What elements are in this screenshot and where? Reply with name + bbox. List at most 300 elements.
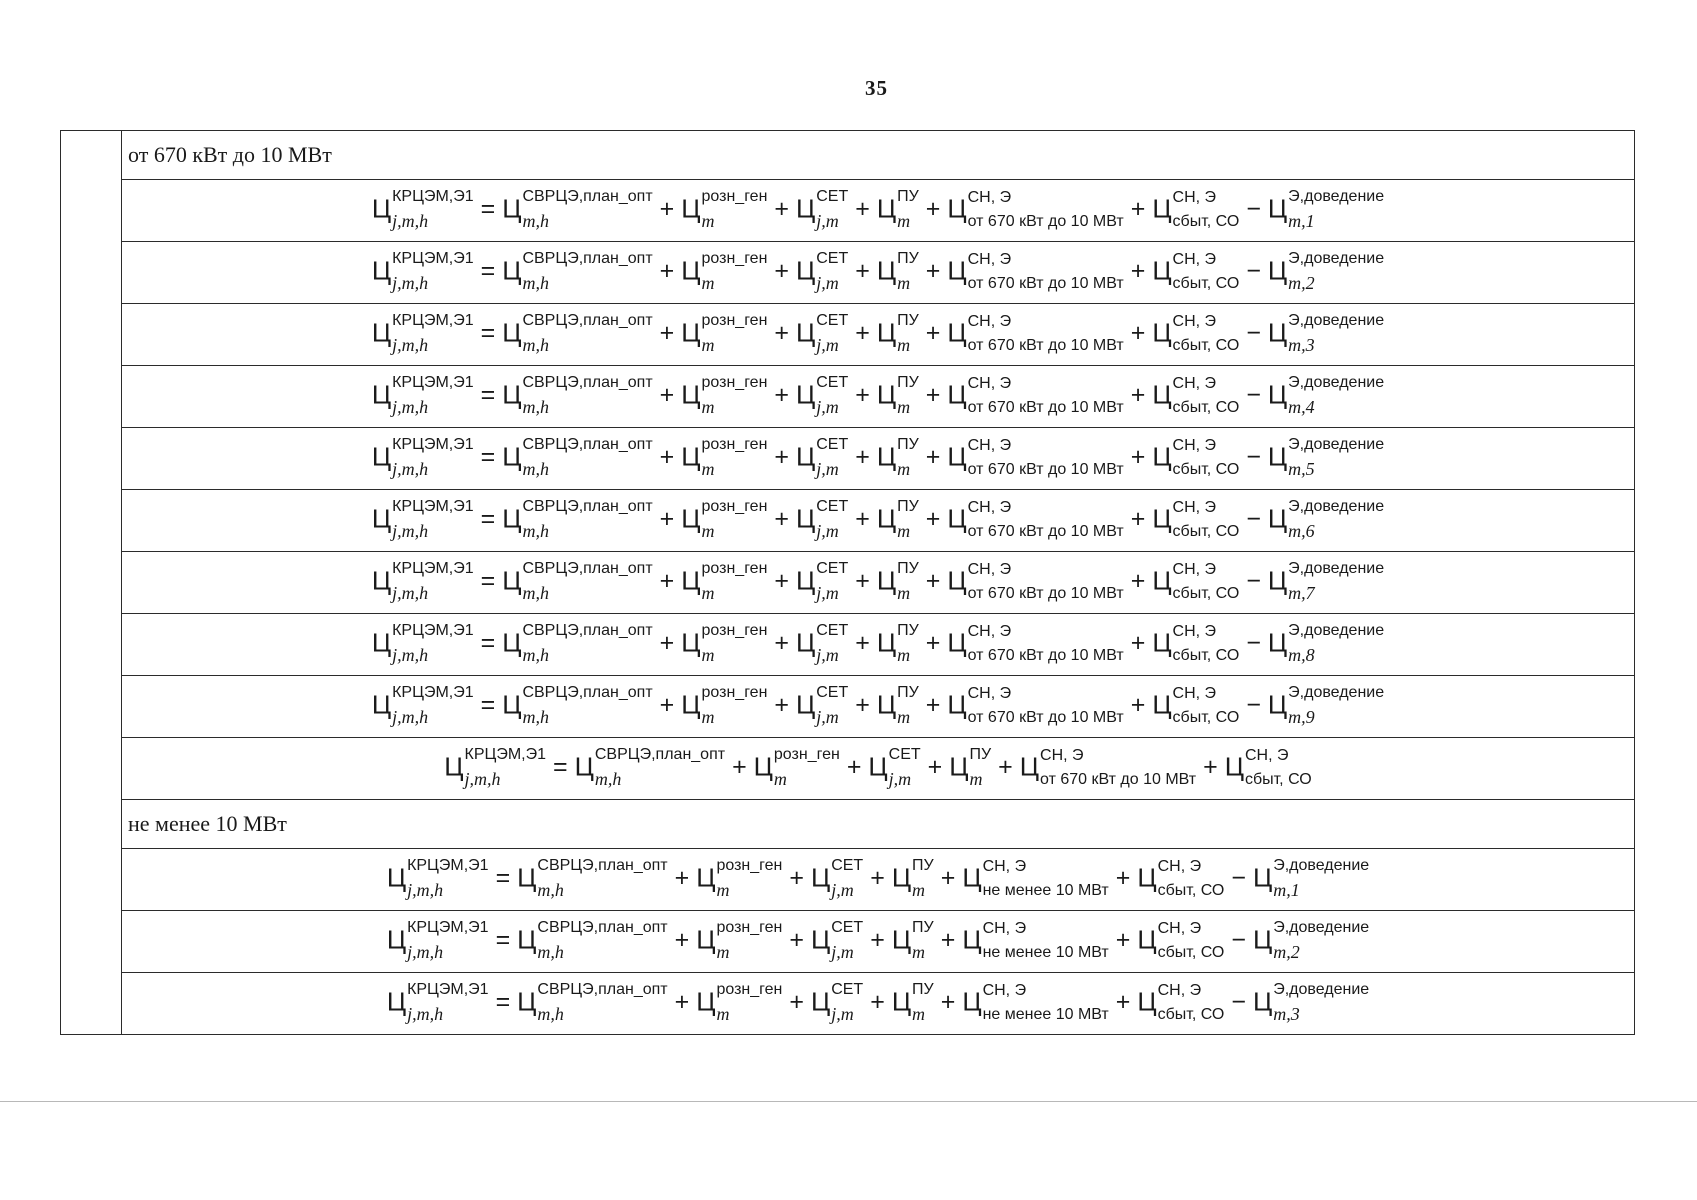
term-indices — [897, 559, 919, 604]
term-indices — [392, 311, 474, 356]
term-indices — [537, 980, 668, 1025]
term-indices — [897, 311, 919, 356]
price-symbol: Ц — [696, 924, 716, 955]
price-symbol: Ц — [947, 193, 967, 224]
formula-operator: + — [870, 988, 885, 1017]
price-term — [1267, 497, 1385, 542]
term-superscript: СВРЦЭ,план_опт — [594, 745, 726, 763]
term-superscript: СН, Э — [1172, 684, 1217, 702]
term-indices — [967, 622, 1124, 664]
term-indices — [816, 373, 849, 418]
price-symbol: Ц — [868, 751, 888, 782]
formula-operator: + — [674, 926, 690, 955]
term-indices — [392, 621, 474, 666]
price-term — [681, 559, 768, 604]
price-symbol: Ц — [371, 193, 392, 224]
term-subscript: m — [897, 645, 911, 666]
term-indices — [1172, 250, 1240, 292]
price-term — [681, 187, 768, 232]
term-subscript: m — [716, 1004, 730, 1025]
term-subscript: m — [897, 335, 911, 356]
term-indices — [897, 373, 919, 418]
term-superscript: КРЦЭМ,Э1 — [392, 497, 474, 515]
term-superscript: СН, Э — [967, 250, 1012, 268]
formula-operator: − — [1246, 505, 1261, 534]
price-symbol: Ц — [1137, 862, 1157, 893]
term-indices — [1172, 312, 1240, 354]
price-term — [386, 918, 489, 963]
term-superscript: ПУ — [897, 187, 919, 205]
term-indices — [701, 683, 768, 728]
formula-operator: + — [789, 988, 804, 1017]
price-symbol: Ц — [796, 193, 816, 224]
term-subscript: m,h — [522, 707, 549, 728]
term-subscript: сбыт, СО — [1244, 770, 1312, 788]
term-superscript: Э,доведение — [1273, 856, 1370, 874]
term-subscript: сбыт, СО — [1157, 1005, 1225, 1023]
price-term — [574, 745, 726, 790]
term-superscript: ПУ — [897, 621, 919, 639]
price-symbol: Ц — [891, 924, 912, 955]
price-symbol: Ц — [502, 193, 522, 224]
term-indices — [982, 981, 1109, 1023]
term-superscript: розн_ген — [701, 683, 768, 701]
term-superscript: ПУ — [912, 856, 934, 874]
price-symbol: Ц — [796, 689, 816, 720]
term-superscript: розн_ген — [716, 980, 783, 998]
formula-cell — [122, 428, 1635, 490]
price-symbol: Ц — [1137, 924, 1157, 955]
term-indices — [912, 918, 934, 963]
term-superscript: Э,доведение — [1288, 187, 1385, 205]
term-subscript: m — [701, 459, 715, 480]
price-symbol: Ц — [1267, 441, 1288, 472]
formula-operator: = — [495, 988, 511, 1017]
term-superscript: СЕТ — [831, 918, 864, 936]
formula-operator: + — [789, 926, 804, 955]
formula-operator: + — [774, 319, 790, 348]
price-term — [810, 918, 864, 963]
price-symbol: Ц — [371, 317, 392, 348]
term-superscript: КРЦЭМ,Э1 — [464, 745, 547, 763]
price-symbol: Ц — [947, 255, 967, 286]
formula-operator: + — [774, 381, 790, 410]
formula-row — [61, 911, 1635, 973]
price-symbol: Ц — [796, 317, 816, 348]
formula-cell — [122, 973, 1635, 1035]
price-term — [1152, 498, 1240, 540]
term-superscript: СН, Э — [1172, 498, 1217, 516]
term-subscript: от 670 кВт до 10 МВт — [967, 212, 1124, 230]
price-symbol: Ц — [502, 441, 522, 472]
formula-operator: + — [789, 864, 804, 893]
term-subscript: j,m — [831, 1004, 854, 1025]
term-indices — [522, 311, 653, 356]
price-term — [502, 187, 653, 232]
term-subscript: j,m — [816, 707, 839, 728]
term-subscript: m,2 — [1273, 942, 1300, 963]
formula-operator: + — [774, 195, 790, 224]
price-term — [1137, 981, 1225, 1023]
term-superscript: СН, Э — [967, 312, 1012, 330]
price-term — [1152, 560, 1240, 602]
term-subscript: m — [897, 273, 911, 294]
formula-operator: − — [1246, 567, 1261, 596]
price-symbol: Ц — [796, 379, 816, 410]
term-subscript: j,m — [816, 645, 839, 666]
price-term — [696, 918, 783, 963]
formula-operator: − — [1246, 443, 1261, 472]
term-superscript: СН, Э — [982, 857, 1027, 875]
price-term — [517, 856, 668, 901]
formula-operator: − — [1246, 629, 1261, 658]
formula-operator: − — [1246, 691, 1261, 720]
term-subscript: j,m — [816, 211, 839, 232]
term-indices — [392, 249, 474, 294]
formula-operator: + — [674, 988, 690, 1017]
price-term — [810, 856, 864, 901]
formula-operator: + — [1130, 629, 1146, 658]
formula-operator: + — [925, 629, 941, 658]
formula-operator: + — [659, 257, 675, 286]
term-indices — [701, 497, 768, 542]
term-superscript: СЕТ — [816, 621, 849, 639]
term-superscript: ПУ — [912, 918, 934, 936]
term-superscript: СВРЦЭ,план_опт — [537, 856, 668, 874]
price-symbol: Ц — [681, 441, 701, 472]
term-indices — [897, 683, 919, 728]
price-symbol: Ц — [876, 565, 897, 596]
price-term — [1252, 918, 1370, 963]
price-symbol: Ц — [681, 255, 701, 286]
term-indices — [537, 856, 668, 901]
price-symbol: Ц — [810, 924, 831, 955]
term-subscript: j,m,h — [464, 769, 501, 790]
price-term — [1267, 683, 1385, 728]
price-symbol: Ц — [696, 986, 716, 1017]
term-indices — [701, 311, 768, 356]
term-superscript: розн_ген — [701, 249, 768, 267]
price-term — [876, 621, 919, 666]
price-symbol: Ц — [1267, 379, 1288, 410]
formula-row — [61, 552, 1635, 614]
formula-row — [61, 366, 1635, 428]
price-term — [371, 559, 474, 604]
formula-operator: + — [925, 381, 941, 410]
term-subscript: m — [897, 397, 911, 418]
price-symbol: Ц — [1252, 862, 1273, 893]
formula-table-body — [61, 131, 1635, 1035]
term-superscript: розн_ген — [701, 311, 768, 329]
term-subscript: от 670 кВт до 10 МВт — [1040, 770, 1197, 788]
term-superscript: розн_ген — [773, 745, 840, 763]
term-indices — [1172, 622, 1240, 664]
term-superscript: СВРЦЭ,план_опт — [522, 249, 653, 267]
formula-operator: = — [480, 629, 496, 658]
term-indices — [1172, 436, 1240, 478]
term-indices — [816, 683, 849, 728]
term-subscript: m — [701, 211, 715, 232]
price-term — [796, 249, 849, 294]
page-bottom-divider — [0, 1101, 1697, 1102]
term-subscript: j,m — [888, 769, 912, 790]
formula-operator: + — [855, 195, 870, 224]
formula-operator: − — [1246, 381, 1261, 410]
price-term — [502, 249, 653, 294]
price-term — [1267, 435, 1385, 480]
term-subscript: не менее 10 МВт — [982, 881, 1109, 899]
term-subscript: от 670 кВт до 10 МВт — [967, 274, 1124, 292]
price-term — [1152, 436, 1240, 478]
term-subscript: j,m — [816, 397, 839, 418]
term-superscript: КРЦЭМ,Э1 — [392, 559, 474, 577]
term-indices — [912, 980, 934, 1025]
price-symbol: Ц — [1267, 627, 1288, 658]
formula-cell — [122, 676, 1635, 738]
term-subscript: m — [912, 1004, 926, 1025]
price-term — [947, 436, 1124, 478]
formula-operator: = — [495, 864, 511, 893]
term-superscript: КРЦЭМ,Э1 — [392, 683, 474, 701]
term-indices — [831, 980, 864, 1025]
term-superscript: КРЦЭМ,Э1 — [392, 249, 474, 267]
price-term — [947, 560, 1124, 602]
price-term — [444, 745, 547, 790]
formula-operator: + — [1130, 691, 1146, 720]
price-term — [1152, 622, 1240, 664]
price-symbol: Ц — [810, 986, 831, 1017]
price-term — [947, 188, 1124, 230]
price-term — [796, 621, 849, 666]
price-symbol: Ц — [386, 986, 407, 1017]
formula — [371, 373, 1385, 418]
term-subscript: m,h — [522, 273, 549, 294]
price-term — [517, 980, 668, 1025]
term-superscript: СН, Э — [1172, 312, 1217, 330]
formula-operator: + — [774, 691, 790, 720]
term-superscript: Э,доведение — [1288, 373, 1385, 391]
term-subscript: от 670 кВт до 10 МВт — [967, 522, 1124, 540]
formula-row — [61, 304, 1635, 366]
price-term — [947, 622, 1124, 664]
formula-row — [61, 428, 1635, 490]
price-term — [1267, 559, 1385, 604]
term-superscript: СН, Э — [982, 981, 1027, 999]
price-symbol: Ц — [796, 503, 816, 534]
price-symbol: Ц — [371, 255, 392, 286]
term-superscript: КРЦЭМ,Э1 — [392, 621, 474, 639]
price-symbol: Ц — [891, 986, 912, 1017]
term-subscript: m,h — [522, 335, 549, 356]
term-superscript: розн_ген — [701, 435, 768, 453]
term-indices — [967, 436, 1124, 478]
term-subscript: сбыт, СО — [1157, 943, 1225, 961]
term-subscript: m — [912, 880, 926, 901]
price-term — [1267, 187, 1385, 232]
formula-operator: + — [659, 195, 675, 224]
term-subscript: j,m,h — [407, 1004, 444, 1025]
price-term — [868, 745, 921, 790]
term-superscript: Э,доведение — [1273, 918, 1370, 936]
term-superscript: розн_ген — [701, 187, 768, 205]
price-symbol: Ц — [444, 751, 464, 782]
term-superscript: ПУ — [897, 249, 919, 267]
formula-operator: = — [480, 505, 496, 534]
term-subscript: m,3 — [1273, 1004, 1300, 1025]
term-subscript: j,m,h — [392, 335, 429, 356]
formula-operator: + — [1130, 381, 1146, 410]
price-symbol: Ц — [502, 379, 522, 410]
price-term — [876, 559, 919, 604]
price-symbol: Ц — [517, 862, 537, 893]
term-indices — [701, 249, 768, 294]
formula-operator: + — [1115, 926, 1131, 955]
term-subscript: m — [897, 707, 911, 728]
term-indices — [897, 187, 919, 232]
term-indices — [537, 918, 668, 963]
price-symbol: Ц — [947, 441, 967, 472]
term-superscript: КРЦЭМ,Э1 — [407, 918, 489, 936]
term-indices — [1172, 684, 1240, 726]
term-indices — [407, 918, 489, 963]
price-term — [947, 250, 1124, 292]
term-indices — [407, 856, 489, 901]
formula-operator: + — [659, 319, 675, 348]
term-superscript: СВРЦЭ,план_опт — [522, 311, 653, 329]
price-term — [371, 249, 474, 294]
price-symbol: Ц — [947, 317, 967, 348]
term-subscript: от 670 кВт до 10 МВт — [967, 708, 1124, 726]
price-symbol: Ц — [681, 503, 701, 534]
formula — [371, 559, 1385, 604]
formula-operator: = — [480, 381, 496, 410]
term-indices — [522, 435, 653, 480]
price-term — [1267, 373, 1385, 418]
term-superscript: КРЦЭМ,Э1 — [392, 311, 474, 329]
price-term — [681, 311, 768, 356]
formula-operator: + — [659, 381, 675, 410]
term-subscript: m — [701, 521, 715, 542]
term-indices — [392, 187, 474, 232]
price-symbol: Ц — [386, 862, 407, 893]
formula — [371, 249, 1385, 294]
term-indices — [1288, 435, 1385, 480]
formula-operator: + — [855, 443, 870, 472]
term-indices — [816, 249, 849, 294]
formula — [444, 745, 1312, 790]
term-superscript: СВРЦЭ,план_опт — [522, 373, 653, 391]
term-indices — [1157, 857, 1225, 899]
term-superscript: ПУ — [897, 683, 919, 701]
term-subscript: m — [701, 397, 715, 418]
section-header-row — [61, 131, 1635, 180]
price-symbol: Ц — [517, 924, 537, 955]
term-superscript: розн_ген — [701, 559, 768, 577]
term-superscript: СН, Э — [1244, 746, 1289, 764]
term-subscript: j,m — [816, 459, 839, 480]
term-superscript: КРЦЭМ,Э1 — [407, 980, 489, 998]
term-indices — [1288, 559, 1385, 604]
price-symbol: Ц — [502, 627, 522, 658]
term-indices — [1172, 374, 1240, 416]
term-indices — [1040, 746, 1197, 788]
price-term — [371, 683, 474, 728]
price-term — [891, 918, 934, 963]
formula-operator: + — [855, 567, 870, 596]
term-subscript: j,m,h — [392, 645, 429, 666]
price-term — [502, 621, 653, 666]
formula-operator: + — [940, 864, 956, 893]
term-indices — [816, 497, 849, 542]
price-symbol: Ц — [502, 317, 522, 348]
price-symbol: Ц — [371, 441, 392, 472]
term-superscript: СН, Э — [1157, 857, 1202, 875]
term-indices — [816, 187, 849, 232]
formula-operator: + — [998, 753, 1013, 782]
term-superscript: СВРЦЭ,план_опт — [522, 559, 653, 577]
term-subscript: сбыт, СО — [1172, 336, 1240, 354]
term-subscript: сбыт, СО — [1172, 584, 1240, 602]
formula-operator: + — [855, 319, 870, 348]
term-superscript: СН, Э — [967, 560, 1012, 578]
price-term — [1267, 249, 1385, 294]
formula-operator: + — [870, 926, 885, 955]
term-indices — [967, 312, 1124, 354]
term-subscript: m — [773, 769, 787, 790]
formula-operator: = — [480, 319, 496, 348]
formula-operator: + — [659, 567, 675, 596]
price-term — [502, 435, 653, 480]
price-symbol: Ц — [1267, 503, 1288, 534]
price-symbol: Ц — [1252, 924, 1273, 955]
price-term — [876, 311, 919, 356]
formula-operator: − — [1246, 257, 1261, 286]
term-superscript: СЕТ — [816, 311, 849, 329]
formula-operator: + — [659, 691, 675, 720]
formula-operator: + — [855, 257, 870, 286]
term-superscript: СВРЦЭ,план_опт — [537, 980, 668, 998]
price-term — [1252, 856, 1370, 901]
formula-operator: + — [925, 257, 941, 286]
term-subscript: m,1 — [1273, 880, 1300, 901]
term-superscript: СВРЦЭ,план_опт — [522, 187, 653, 205]
term-subscript: m,6 — [1288, 521, 1315, 542]
formula-operator: + — [1130, 319, 1146, 348]
term-superscript: СЕТ — [888, 745, 921, 763]
term-superscript: СН, Э — [967, 684, 1012, 702]
term-subscript: j,m,h — [392, 707, 429, 728]
term-subscript: j,m — [816, 583, 839, 604]
term-superscript: СЕТ — [816, 249, 849, 267]
term-superscript: СВРЦЭ,план_опт — [522, 435, 653, 453]
price-symbol: Ц — [574, 751, 594, 782]
term-subscript: сбыт, СО — [1172, 212, 1240, 230]
formula-cell — [122, 614, 1635, 676]
term-superscript: ПУ — [897, 435, 919, 453]
term-indices — [888, 745, 921, 790]
price-term — [681, 497, 768, 542]
term-indices — [701, 187, 768, 232]
term-superscript: СН, Э — [1172, 374, 1217, 392]
term-subscript: j,m — [816, 335, 839, 356]
formula — [386, 980, 1370, 1025]
term-subscript: m,7 — [1288, 583, 1315, 604]
term-subscript: m — [701, 583, 715, 604]
term-superscript: Э,доведение — [1288, 311, 1385, 329]
formula-operator: + — [1130, 257, 1146, 286]
price-symbol: Ц — [891, 862, 912, 893]
term-indices — [1157, 981, 1225, 1023]
